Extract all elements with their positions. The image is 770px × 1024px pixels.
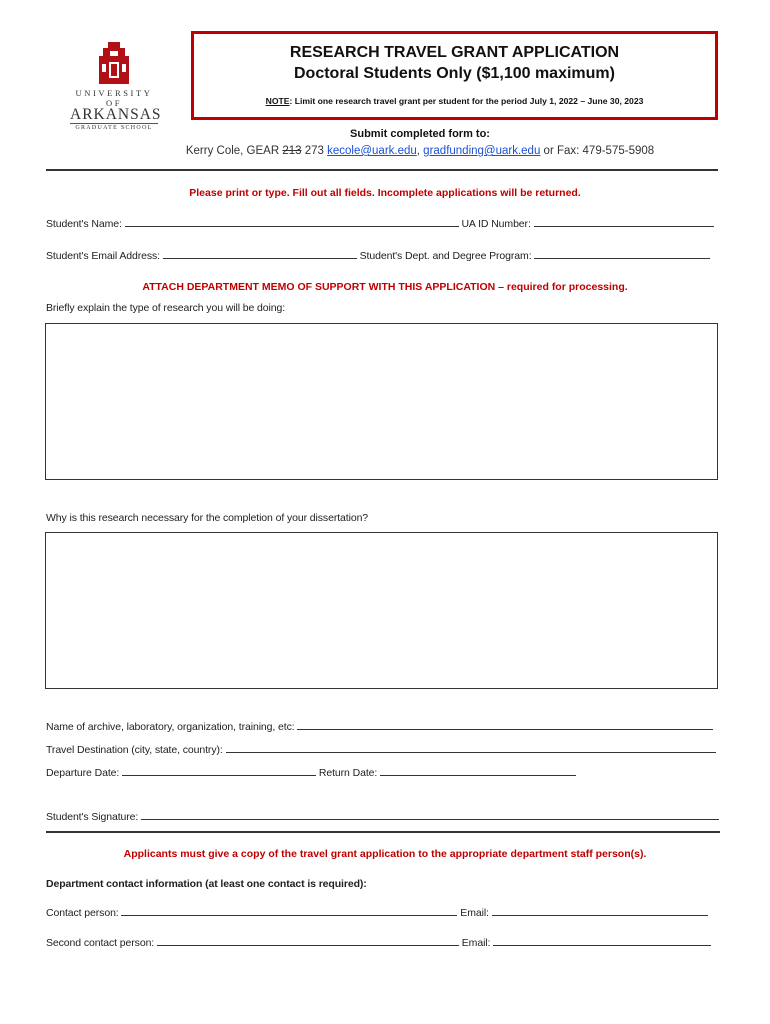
note-label: NOTE xyxy=(265,96,290,106)
destination-row xyxy=(46,743,716,756)
archive-row xyxy=(46,720,713,733)
title-box xyxy=(191,31,718,120)
contact-person-label: Contact person: xyxy=(46,907,119,919)
second-contact-row xyxy=(46,936,711,949)
contact-row xyxy=(46,906,708,919)
signature-label: Student's Signature: xyxy=(46,811,139,823)
ua-id-label: UA ID Number: xyxy=(461,218,531,230)
contact-name: Kerry Cole, GEAR xyxy=(185,145,283,157)
second-email-label: Email: xyxy=(461,937,491,949)
new-room-number: 273 xyxy=(301,145,328,157)
departure-date-field[interactable] xyxy=(122,766,316,776)
second-email-field[interactable] xyxy=(493,936,711,946)
second-contact-field[interactable] xyxy=(157,936,459,946)
submit-heading: Submit completed form to: xyxy=(350,128,490,140)
archive-label: Name of archive, laboratory, organization, training, etc: xyxy=(46,721,295,733)
archive-field[interactable] xyxy=(297,720,713,730)
logo-school-text: GRADUATE SCHOOL xyxy=(75,125,153,131)
attach-memo-notice: ATTACH DEPARTMENT MEMO OF SUPPORT WITH THIS APPLICATION – required for processing. xyxy=(142,281,628,293)
email-field[interactable] xyxy=(163,249,357,259)
student-name-field[interactable] xyxy=(125,217,459,227)
signature-row xyxy=(46,810,719,823)
necessity-question: Why is this research necessary for the completion of your dissertation? xyxy=(46,512,369,524)
destination-field[interactable] xyxy=(226,743,716,753)
separator: , xyxy=(416,145,424,157)
contact-person-field[interactable] xyxy=(121,906,457,916)
ua-id-field[interactable] xyxy=(534,217,714,227)
return-date-field[interactable] xyxy=(380,766,576,776)
email-link-kecole[interactable]: kecole@uark.edu xyxy=(327,145,417,157)
dates-row xyxy=(46,766,576,779)
signature-divider xyxy=(46,831,720,833)
contact-email-label: Email: xyxy=(460,907,489,919)
staff-copy-notice: Applicants must give a copy of the travel grant application to the appropriate department staff person(s). xyxy=(123,848,647,860)
student-name-row xyxy=(46,217,714,230)
eligibility-note xyxy=(194,96,715,106)
department-heading: Department contact information (at least one contact is required): xyxy=(46,878,367,890)
email-label: Student's Email Address: xyxy=(46,250,160,262)
old-main-tower-icon xyxy=(97,42,131,86)
university-logo xyxy=(70,42,162,131)
form-title: RESEARCH TRAVEL GRANT APPLICATION xyxy=(289,44,620,61)
signature-field[interactable] xyxy=(141,810,719,820)
dept-label: Student's Dept. and Degree Program: xyxy=(359,250,532,262)
return-label: Return Date: xyxy=(318,767,378,779)
student-name-label: Student's Name: xyxy=(46,218,122,230)
old-room-number: 213 xyxy=(282,145,302,157)
fax-number: or Fax: 479-575-5908 xyxy=(540,145,655,157)
research-type-textarea[interactable] xyxy=(45,323,718,480)
logo-university-text: UNIVERSITY OF xyxy=(75,88,153,108)
logo-arkansas-text: ARKANSAS xyxy=(70,106,162,123)
necessity-textarea[interactable] xyxy=(45,532,718,689)
email-link-gradfunding[interactable]: gradfunding@uark.edu xyxy=(423,145,541,157)
note-text: : Limit one research travel grant per student for the period July 1, 2022 – June 30, 2023 xyxy=(289,96,644,106)
contact-email-field[interactable] xyxy=(492,906,708,916)
dept-field[interactable] xyxy=(534,249,710,259)
email-dept-row xyxy=(46,249,710,262)
submission-contact xyxy=(70,145,770,157)
departure-label: Departure Date: xyxy=(46,767,120,779)
destination-label: Travel Destination (city, state, country): xyxy=(46,744,223,756)
header-divider xyxy=(46,169,718,171)
second-contact-label: Second contact person: xyxy=(46,937,155,949)
form-subtitle: Doctoral Students Only ($1,100 maximum) xyxy=(294,65,615,82)
research-type-question: Briefly explain the type of research you will be doing: xyxy=(46,302,286,314)
instructions-text: Please print or type. Fill out all fields. Incomplete applications will be returned. xyxy=(189,187,581,199)
